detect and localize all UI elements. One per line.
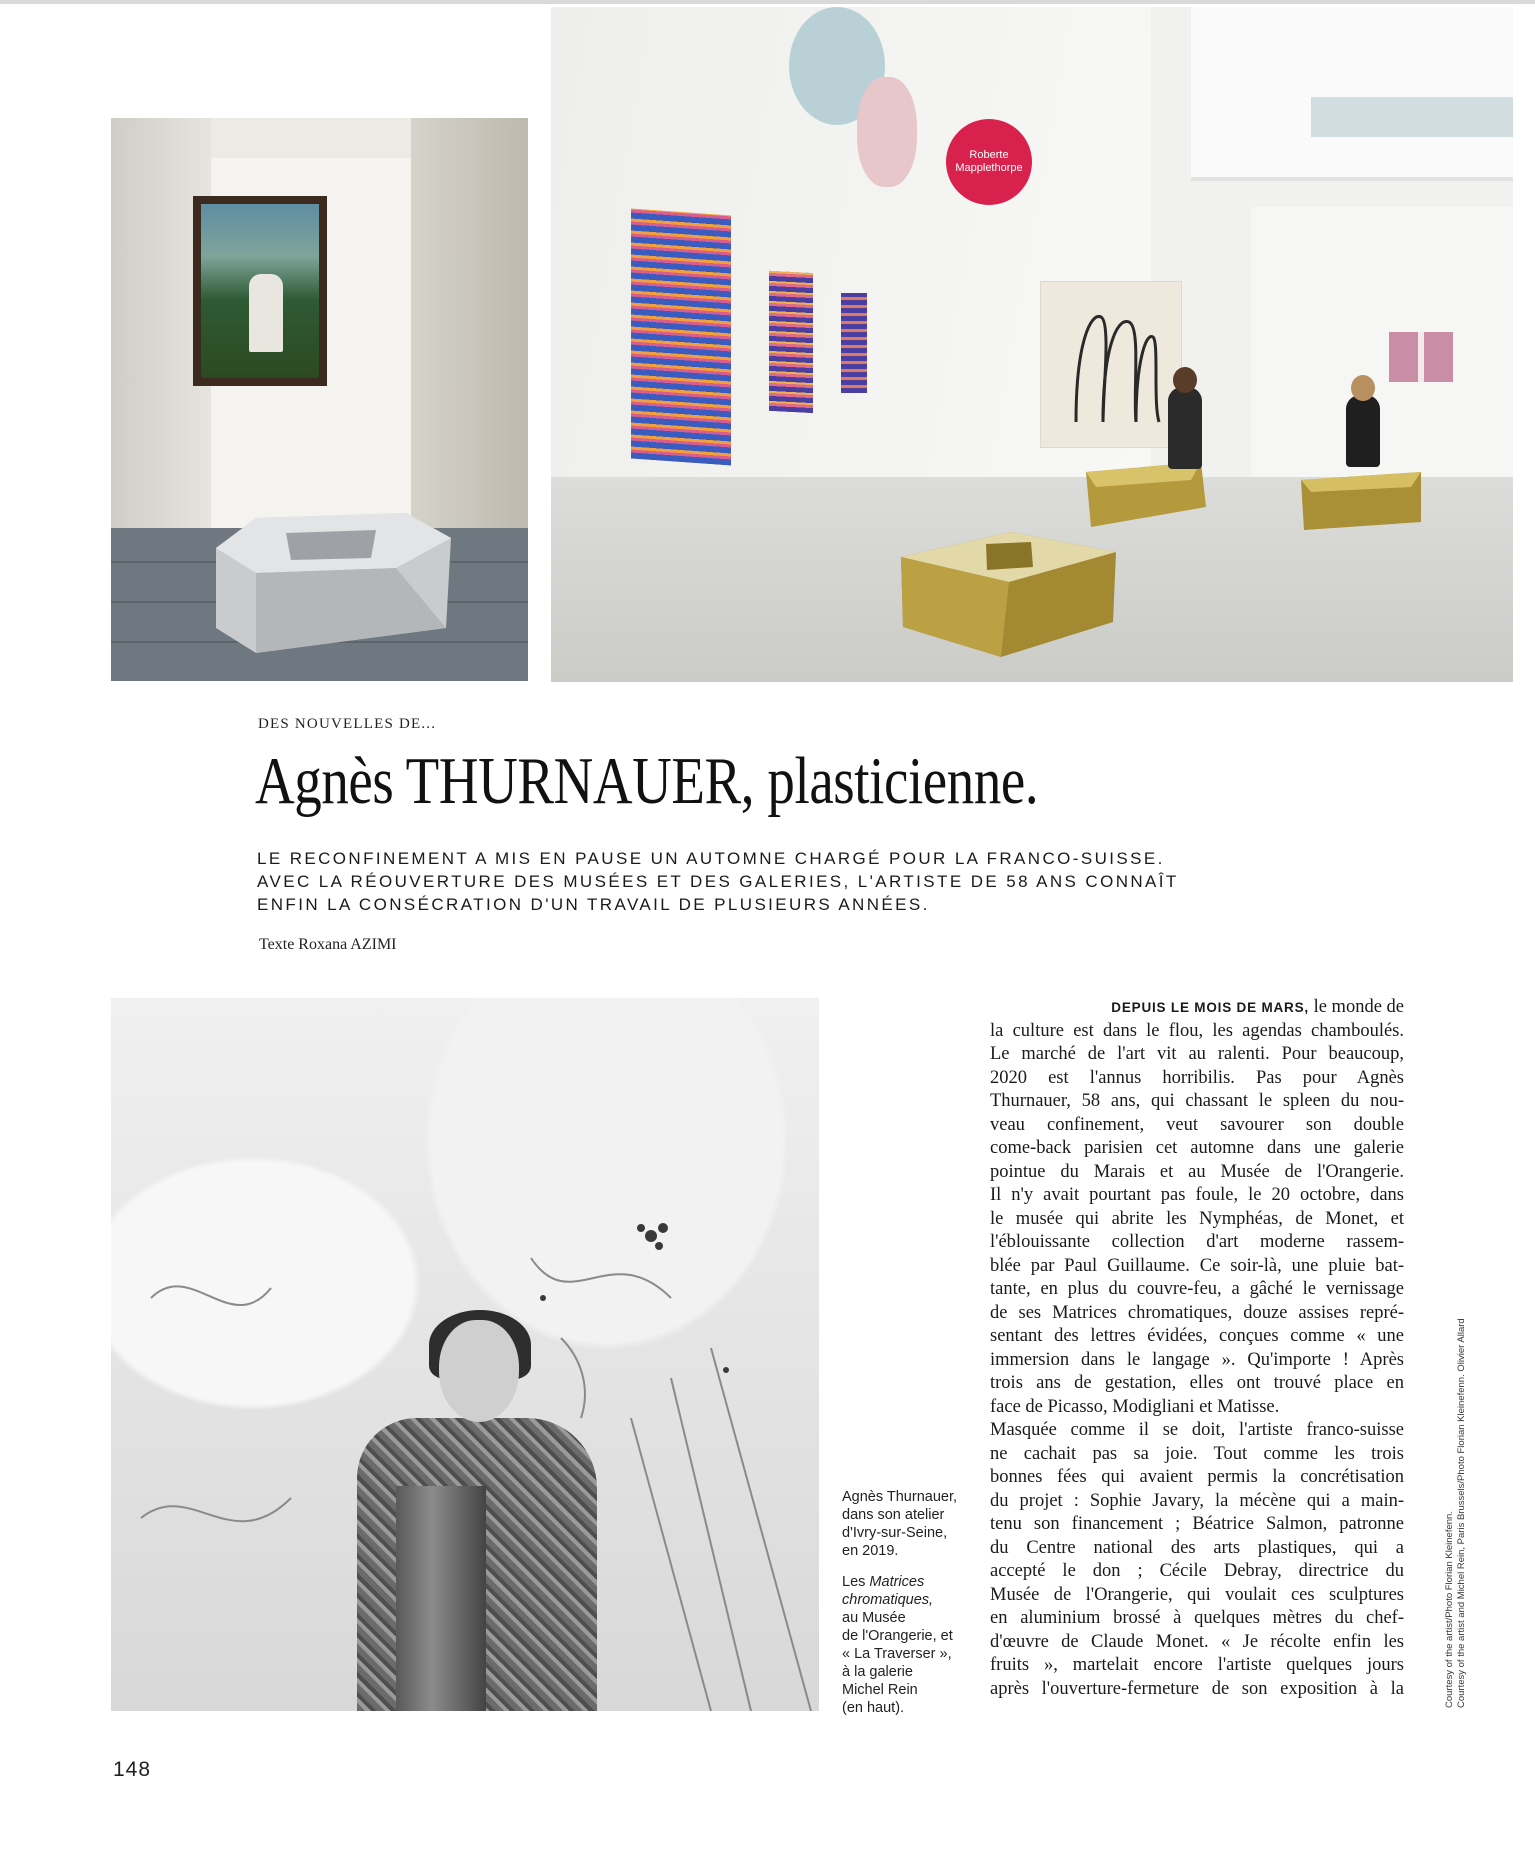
portrait-painting	[841, 293, 867, 393]
article-line: pointue du Marais et au Musée de l'Orangerie.	[990, 1161, 1404, 1182]
article-line: immersion dans le langage ». Qu'importe ! Après	[990, 1349, 1404, 1370]
photo-captions	[842, 1488, 962, 1730]
article-line: Masquée comme il se doit, l'artiste franco-suisse	[990, 1420, 1404, 1440]
article-line: l'éblouissante collection d'art moderne rassem-	[990, 1232, 1404, 1252]
article-line: Musée de l'Orangerie, qui voulait ces sculptures	[990, 1584, 1404, 1605]
top-rule	[0, 0, 1535, 4]
article-line: Il n'y avait pourtant pas foule, le 20 octobre, dans	[990, 1185, 1404, 1205]
visitor	[1168, 387, 1202, 469]
caption-portrait: Agnès Thurnauer, dans son atelier d'Ivry-sur-Seine, en 2019.	[842, 1489, 958, 1559]
visitor	[1346, 395, 1380, 467]
gold-bench-front	[891, 512, 1126, 662]
article-line: de ses Matrices chromatiques, douze assises repré-	[990, 1302, 1404, 1323]
lead-in: DEPUIS LE MOIS DE MARS,	[1111, 1000, 1309, 1015]
kicker: DES NOUVELLES DE...	[258, 716, 437, 732]
article-line: DEPUIS LE MOIS DE MARS, le monde de	[1111, 997, 1404, 1017]
article-line: tante, en plus du couvre-feu, a gâché le vernissage	[990, 1279, 1404, 1299]
orangerie-photo	[111, 118, 528, 681]
article-line: fruits », martelait encore l'artiste quelques jours	[990, 1655, 1404, 1675]
byline: Texte Roxana AZIMI	[259, 936, 397, 953]
article-line: sentant des lettres évidées, conçues comme « une	[990, 1326, 1404, 1346]
page-number: 148	[113, 1758, 152, 1781]
article-line: veau confinement, veut savourer son double	[990, 1114, 1404, 1135]
article-line: en aluminium brossé à quelques mètres du chef-	[990, 1608, 1404, 1628]
article-line: tenu son financement ; Béatrice Salmon, patronne	[990, 1514, 1404, 1534]
article-line: 2020 est l'annus horribilis. Pas pour Agnès	[990, 1067, 1404, 1088]
standfirst-line: ENFIN LA CONSÉCRATION D'UN TRAVAIL DE PLUSIEURS ANNÉES.	[257, 895, 930, 914]
artist-portrait-photo	[111, 998, 819, 1711]
article-line: après l'ouverture-fermeture de son exposition à la	[990, 1678, 1404, 1699]
standfirst-line: LE RECONFINEMENT A MIS EN PAUSE UN AUTOMNE CHARGÉ POUR LA FRANCO-SUISSE.	[257, 849, 1165, 868]
article-line: ne cachait pas sa joie. Tout comme les trois	[990, 1443, 1404, 1464]
article-line: du Centre national des arts plastiques, qui a	[990, 1537, 1404, 1558]
wall-disc	[857, 77, 917, 187]
article-line: la culture est dans le flou, les agendas chamboulés.	[990, 1020, 1404, 1041]
article-line: Thurnauer, 58 ans, qui chassant le spleen du nou-	[990, 1091, 1404, 1111]
caption-works: Les Matrices chromatiques, au Musée de l'Orangerie, et « La Traverser », à la galerie Michel Rein (en haut).	[842, 1574, 953, 1716]
portrait-painting	[769, 271, 813, 413]
aluminium-sculpture	[196, 488, 466, 658]
article-line: trois ans de gestation, elles ont trouvé place en	[990, 1373, 1404, 1393]
article-line: le musée qui abrite les Nymphéas, de Monet, et	[990, 1208, 1404, 1229]
gold-bench	[1296, 462, 1426, 534]
article-body	[990, 996, 1404, 1701]
article-line: d'œuvre de Claude Monet. « Je récolte enfin les	[990, 1631, 1404, 1652]
letter-artwork	[1041, 282, 1181, 447]
framed-painting	[193, 196, 327, 386]
small-artwork	[1389, 332, 1453, 382]
article-line: face de Picasso, Modigliani et Matisse.	[990, 1396, 1280, 1417]
article-line: du projet : Sophie Javary, la mécène qui a main-	[990, 1490, 1404, 1511]
article-line: Le marché de l'art vit au ralenti. Pour beaucoup,	[990, 1044, 1404, 1064]
article-line: accepté le don ; Cécile Debray, directrice du	[990, 1561, 1404, 1581]
wall-disc-label: Roberte Mapplethorpe	[946, 119, 1032, 205]
page-title: Agnès THURNAUER, plasticienne.	[255, 744, 1039, 818]
galerie-photo	[551, 7, 1513, 682]
portrait-painting	[631, 209, 731, 466]
standfirst	[257, 847, 1357, 916]
photo-credits: Courtesy of the artist/Photo Florian Kleinefenn. Courtesy of the artist and Michel Rein, Paris Brussels/Photo Florian Kleinefenn. Olivier Allard	[1444, 1318, 1467, 1708]
article-line: blée par Paul Guillaume. Ce soir-là, une pluie bat-	[990, 1255, 1404, 1276]
article-line: bonnes fées qui avaient permis la concrétisation	[990, 1467, 1404, 1487]
standfirst-line: AVEC LA RÉOUVERTURE DES MUSÉES ET DES GALERIES, L'ARTISTE DE 58 ANS CONNAÎT	[257, 872, 1179, 891]
article-line: come-back parisien cet automne dans une galerie	[990, 1138, 1404, 1158]
